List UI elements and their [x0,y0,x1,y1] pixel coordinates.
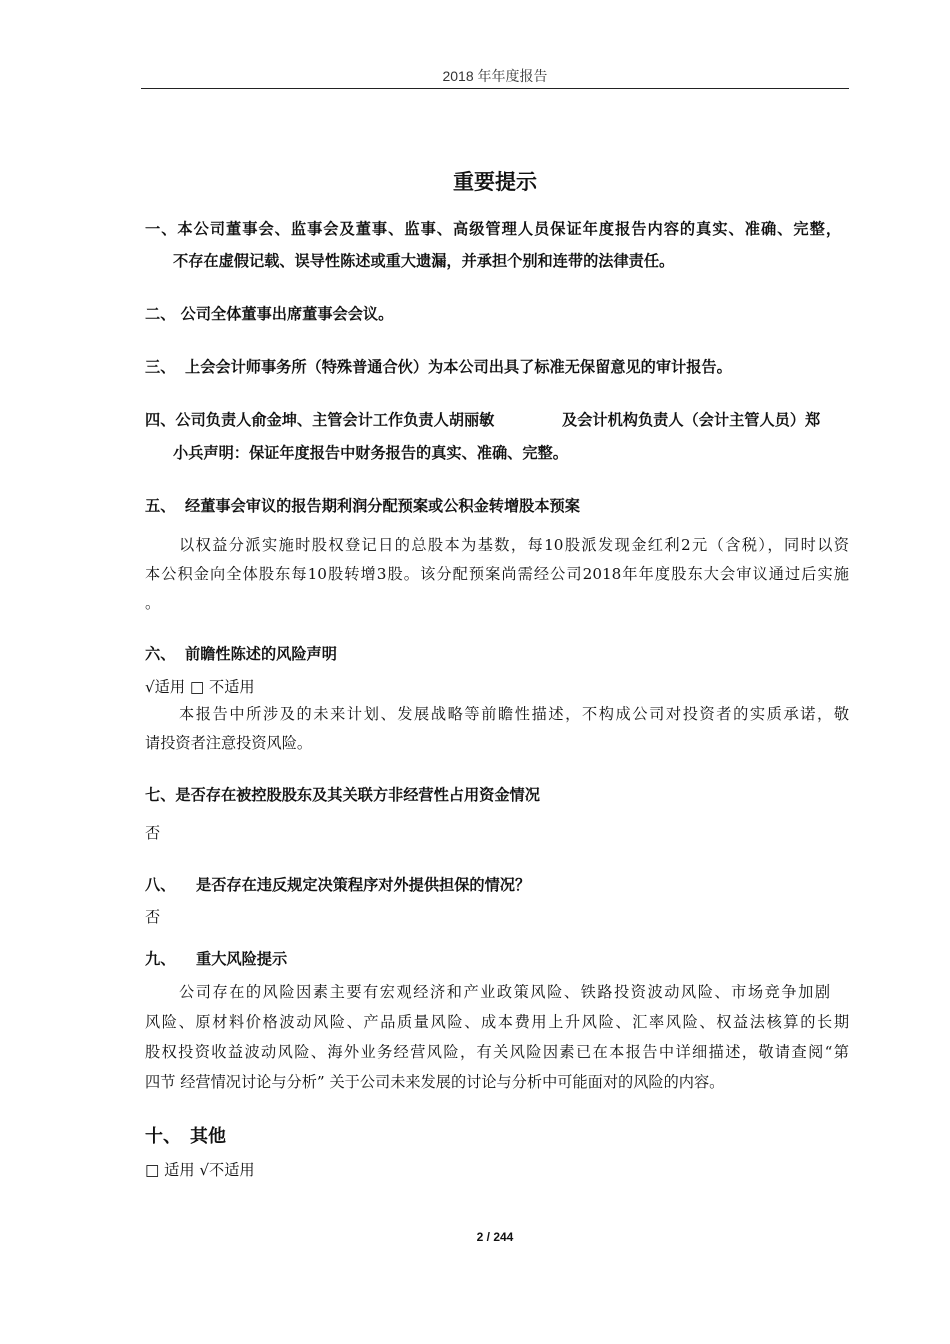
s6-body2: 请投资者注意投资风险。 [145,734,313,752]
s6-heading: 前瞻性陈述的风险声明 [185,645,337,663]
s6-body1: 本报告中所涉及的未来计划、发展战略等前瞻性描述，不构成公司对投资者的实质承诺，敬 [179,705,849,723]
s10-options: □ 适用 √不适用 [145,1161,255,1179]
s9-body2: 风险、原材料价格波动风险、产品质量风险、成本费用上升风险、汇率风险、权益法核算的长期 [145,1013,849,1031]
s8-answer: 否 [145,908,161,926]
s9-body3: 股权投资收益波动风险、海外业务经营风险，有关风险因素已在本报告中详细描述，敬请查阅“第 [145,1043,849,1061]
page-title: 重要提示 [453,170,537,194]
s6-options: √适用 □ 不适用 [145,678,255,696]
s4-line1a: 四、公司负责人俞金坤、主管会计工作负责人胡丽敏 [145,411,495,429]
s3-label: 三、 [145,358,176,376]
s1-line2: 不存在虚假记载、误导性陈述或重大遗漏，并承担个别和连带的法律责任。 [173,252,675,270]
s8-heading: 是否存在违反规定决策程序对外提供担保的情况？ [196,876,531,894]
s7-answer: 否 [145,824,161,842]
s5-body3: 。 [145,594,161,612]
page-number: 2 / 244 [476,1230,514,1244]
s10-heading: 其他 [190,1126,226,1147]
header-rule [141,88,849,89]
s5-label: 五、 [145,497,176,515]
s3-text: 上会会计师事务所（特殊普通合伙）为本公司出具了标准无保留意见的审计报告。 [185,358,732,376]
s9-body4: 四节 经营情况讨论与分析” 关于公司未来发展的讨论与分析中可能面对的风险的内容。 [145,1073,725,1091]
s5-body2: 本公积金向全体股东每10股转增3股。该分配预案尚需经公司2018年年度股东大会审议通过后实施 [145,565,849,583]
s4-line1b: 及会计机构负责人（会计主管人员）郑 [562,411,821,429]
s4-line2: 小兵声明：保证年度报告中财务报告的真实、准确、完整。 [173,444,568,462]
s9-label: 九、 [145,950,176,968]
s9-body1: 公司存在的风险因素主要有宏观经济和产业政策风险、铁路投资波动风险、市场竞争加剧 [179,983,830,1001]
page-header: 2018 年年度报告 [442,68,548,84]
s1-line1: 一、本公司董事会、监事会及董事、监事、高级管理人员保证年度报告内容的真实、准确、完整， [145,220,841,238]
s5-heading: 经董事会审议的报告期利润分配预案或公积金转增股本预案 [185,497,580,515]
s9-heading: 重大风险提示 [196,950,288,968]
s8-label: 八、 [145,876,176,894]
s7-heading: 七、是否存在被控股股东及其关联方非经营性占用资金情况 [145,786,540,804]
s6-label: 六、 [145,645,176,663]
s5-body1: 以权益分派实施时股权登记日的总股本为基数，每10股派发现金红利2元（含税），同时以资 [179,536,849,554]
s2-line: 二、 公司全体董事出席董事会会议。 [145,305,394,323]
s10-label: 十、 [145,1126,181,1147]
